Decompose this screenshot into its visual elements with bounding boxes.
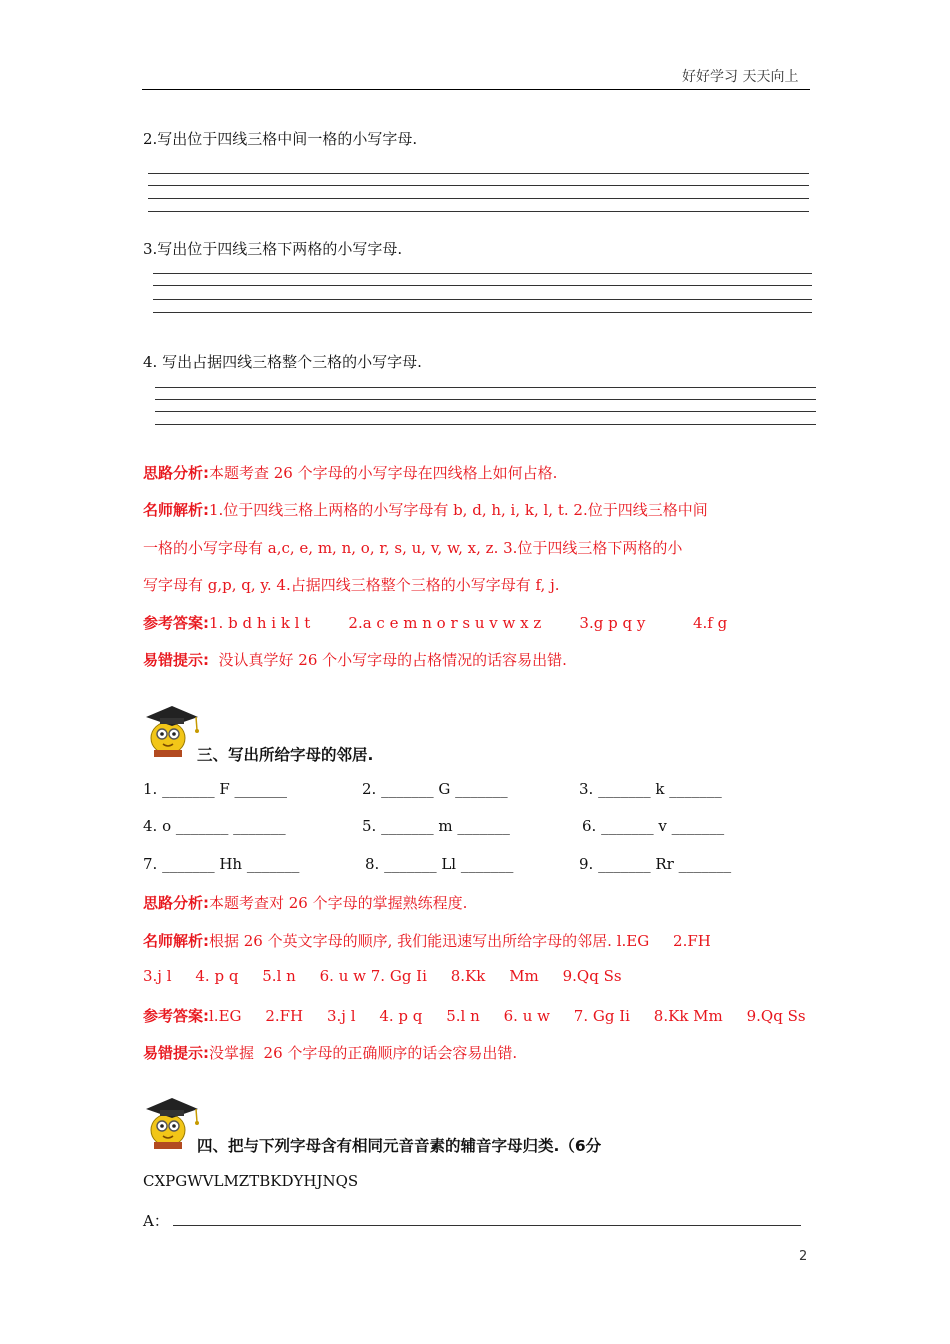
section-4-title: 四、把与下列字母含有相同元音音素的辅音字母归类.（6分 (197, 1137, 602, 1155)
analysis1-answer: 参考答案:1. b d h i k l t 2.a c e m n o r s u v w x z 3.g p q y 4.f g (143, 614, 728, 632)
header-slogan: 好好学习 天天向上 (682, 69, 799, 85)
header-rule (142, 89, 810, 90)
analysis1-teacher-line1: 名师解析:1.位于四线三格上两格的小写字母有 b, d, h, i, k, l, t. 2.位于四线三格中间 (143, 501, 708, 519)
neighbor-item-9[interactable]: 9. _______ Rr _______ (579, 855, 732, 873)
page-number: 2 (799, 1249, 808, 1264)
four-line-grid-3[interactable] (153, 273, 812, 313)
analysis2-tip: 易错提示:没掌握 26 个字母的正确顺序的话会容易出错. (143, 1044, 518, 1062)
analysis2-thinking: 思路分析:本题考查对 26 个字母的掌握熟练程度. (143, 894, 468, 912)
neighbor-item-2[interactable]: 2. _______ G _______ (362, 780, 508, 798)
neighbor-item-8[interactable]: 8. _______ Ll _______ (365, 855, 514, 873)
question-3: 3.写出位于四线三格下两格的小写字母. (143, 240, 403, 258)
analysis2-teacher-line2: 3.j l 4. p q 5.l n 6. u w 7. Gg Ii 8.Kk Mm 9.Qq Ss (143, 967, 622, 985)
answer-label-a: A： (143, 1212, 169, 1230)
analysis2-answer: 参考答案:l.EG 2.FH 3.j l 4. p q 5.l n 6. u w 7. Gg Ii 8.Kk Mm 9.Qq Ss (143, 1007, 806, 1025)
four-line-grid-2[interactable] (148, 173, 809, 213)
question-4: 4. 写出占据四线三格整个三格的小写字母. (143, 353, 422, 371)
neighbor-item-3[interactable]: 3. _______ k _______ (579, 780, 722, 798)
four-line-grid-4[interactable] (155, 387, 816, 427)
section-3-title: 三、写出所给字母的邻居. (197, 746, 374, 764)
analysis1-thinking: 思路分析:本题考查 26 个字母的小写字母在四线格上如何占格. (143, 464, 558, 482)
answer-line-a[interactable] (173, 1225, 801, 1226)
analysis1-teacher-line3: 写字母有 g,p, q, y. 4.占据四线三格整个三格的小写字母有 f, j. (143, 576, 560, 594)
analysis1-teacher-line2: 一格的小写字母有 a,c, e, m, n, o, r, s, u, v, w, x, z. 3.位于四线三格下两格的小 (143, 539, 683, 557)
question-2: 2.写出位于四线三格中间一格的小写字母. (143, 130, 418, 148)
scholar-mascot-icon (140, 700, 202, 762)
neighbor-item-5[interactable]: 5. _______ m _______ (362, 817, 510, 835)
analysis2-teacher-line1: 名师解析:根据 26 个英文字母的顺序, 我们能迅速写出所给字母的邻居. l.EG 2.FH (143, 932, 711, 950)
neighbor-item-7[interactable]: 7. _______ Hh _______ (143, 855, 300, 873)
neighbor-item-6[interactable]: 6. _______ v _______ (582, 817, 725, 835)
neighbor-item-4[interactable]: 4. o _______ _______ (143, 817, 286, 835)
scholar-mascot-icon (140, 1092, 202, 1154)
letter-list: CXPGWVLMZTBKDYHJNQS (143, 1172, 359, 1190)
analysis1-tip: 易错提示: 没认真学好 26 个小写字母的占格情况的话容易出错. (143, 651, 567, 669)
neighbor-item-1[interactable]: 1. _______ F _______ (143, 780, 288, 798)
